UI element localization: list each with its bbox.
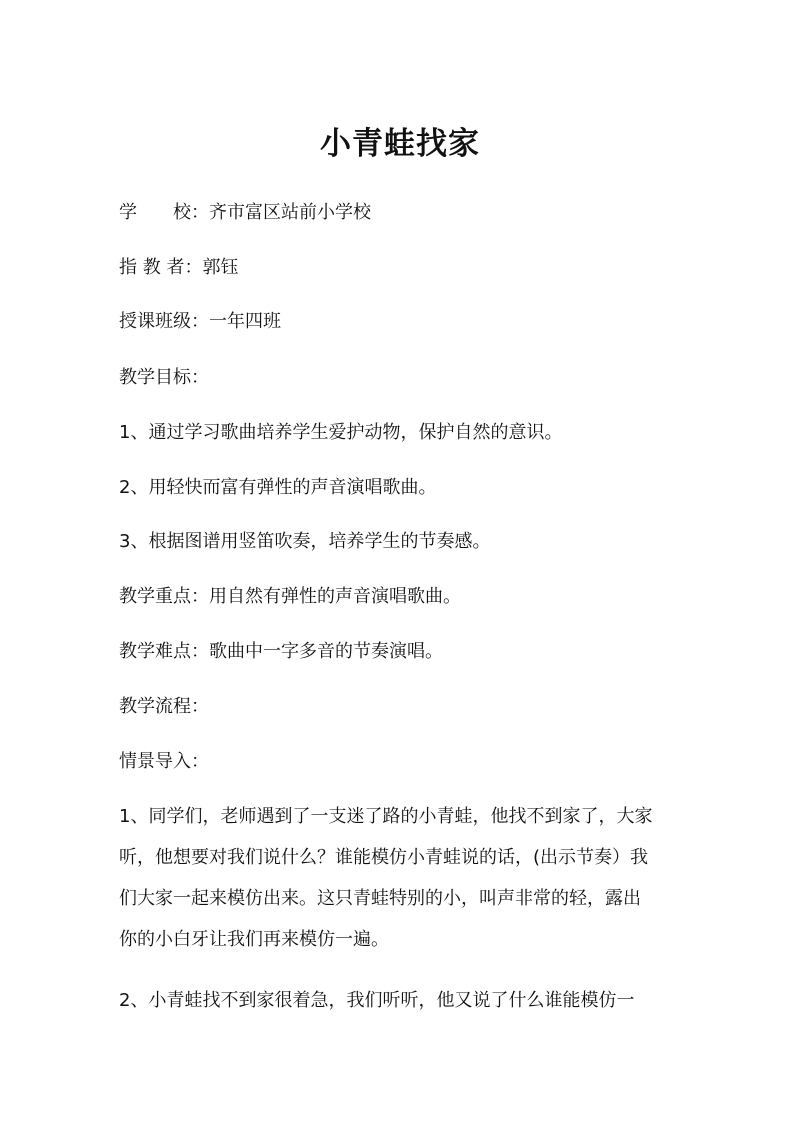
paragraph-1-line-2: 听，他想要对我们说什么？谁能模仿小青蛙说的话，(出示节奏）我 — [119, 847, 649, 868]
teacher-line — [119, 256, 238, 280]
school-line — [119, 201, 371, 225]
class-line — [119, 310, 281, 334]
class-label: 授课班级： — [119, 311, 209, 332]
paragraph-2-line-1: 2、小青蛙找不到家很着急，我们听听，他又说了什么谁能模仿一 — [119, 990, 635, 1011]
goal-item-1: 1、通过学习歌曲培养学生爱护动物，保护自然的意识。 — [119, 422, 563, 443]
teacher-label: 指 教 者： — [119, 257, 203, 278]
process-heading: 教学流程： — [119, 696, 209, 717]
paragraph-1-line-4: 你的小白牙让我们再来模仿一遍。 — [119, 929, 389, 950]
class-value: 一年四班 — [209, 311, 281, 332]
school-value: 齐市富区站前小学校 — [209, 202, 371, 223]
intro-paragraph-2 — [119, 980, 679, 1021]
difficulty-line: 教学难点：歌曲中一字多音的节奏演唱。 — [119, 641, 443, 662]
intro-paragraph-1 — [119, 796, 679, 960]
goal-item-3: 3、根据图谱用竖笛吹奏，培养学生的节奏感。 — [119, 531, 491, 552]
goal-item-2: 2、用轻快而富有弹性的声音演唱歌曲。 — [119, 477, 437, 498]
goals-heading: 教学目标： — [119, 367, 209, 388]
intro-heading: 情景导入： — [119, 751, 209, 772]
paragraph-1-line-3: 们大家一起来模仿出来。这只青蛙特别的小，叫声非常的轻，露出 — [119, 888, 641, 909]
school-label: 学 校： — [119, 202, 209, 223]
paragraph-1-line-1: 1、同学们，老师遇到了一支迷了路的小青蛙，他找不到家了，大家 — [119, 806, 653, 827]
key-point-line: 教学重点：用自然有弹性的声音演唱歌曲。 — [119, 586, 461, 607]
document-title: 小青蛙找家 — [320, 126, 480, 162]
teacher-value: 郭钰 — [202, 257, 239, 278]
